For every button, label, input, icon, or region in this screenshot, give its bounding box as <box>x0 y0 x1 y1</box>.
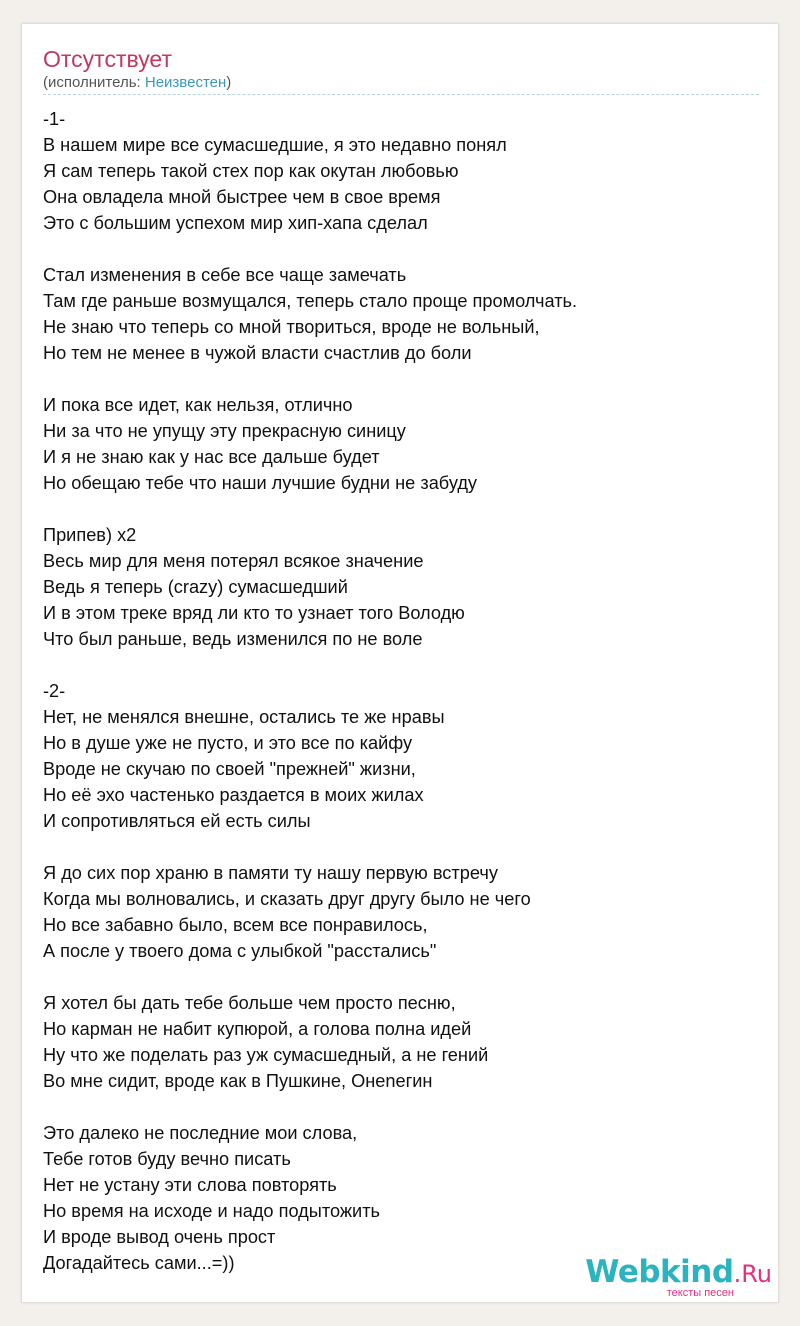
lyric-blank-line <box>43 366 759 392</box>
lyric-line: Но тем не менее в чужой власти счастлив до боли <box>43 343 472 363</box>
lyrics-text <box>43 106 759 1276</box>
lyric-line: Там где раньше возмущался, теперь стало проще промолчать. <box>43 291 578 311</box>
lyric-line: Это с большим успехом мир хип-хапа сделал <box>43 213 428 233</box>
lyric-line: И пока все идет, как нельзя, отлично <box>43 395 353 415</box>
lyric-line: Во мне сидит, вроде как в Пушкине, Онenегин <box>43 1071 433 1091</box>
lyric-line: Когда мы волновались, и сказать друг другу было не чего <box>43 889 531 909</box>
song-title: Отсутствует <box>43 46 172 72</box>
lyric-line: Не знаю что теперь со мной твориться, вроде не вольный, <box>43 317 540 337</box>
lyric-blank-line <box>43 964 759 990</box>
lyric-line: Она овладела мной быстрее чем в свое время <box>43 187 441 207</box>
lyric-blank-line <box>43 652 759 678</box>
lyric-line: Но время на исходе и надо подытожить <box>43 1201 381 1221</box>
site-logo[interactable] <box>572 1254 772 1300</box>
lyric-line: Ну что же поделать раз уж сумасшедный, а не гений <box>43 1045 489 1065</box>
artist-link[interactable]: Неизвестен <box>144 74 227 91</box>
artist-suffix: ) <box>226 74 232 91</box>
lyric-blank-line <box>43 236 759 262</box>
lyric-line: Вроде не скучаю по своей "прежней" жизни, <box>43 759 416 779</box>
logo-tagline: тексты песен <box>666 1287 734 1299</box>
lyric-line: Тебе готов буду вечно писать <box>43 1149 291 1169</box>
lyric-line: Но её эхо частенько раздается в моих жилах <box>43 785 424 805</box>
lyric-line: Но карман не набит купюрой, а голова полна идей <box>43 1019 472 1039</box>
lyric-line: Догадайтесь сами...=)) <box>43 1253 235 1273</box>
header-divider <box>43 94 759 95</box>
lyric-line: Я хотел бы дать тебе больше чем просто песню, <box>43 993 456 1013</box>
lyric-line: Нет, не менялся внешне, остались те же нравы <box>43 707 445 727</box>
lyric-line: Весь мир для меня потерял всякое значение <box>43 551 424 571</box>
logo-name: Webkind <box>585 1254 734 1290</box>
lyrics-card <box>21 23 779 1303</box>
artist-prefix: (исполнитель: <box>43 74 145 91</box>
lyric-line: Нет не устану эти слова повторять <box>43 1175 337 1195</box>
lyric-line: Ведь я теперь (crazy) сумасшедший <box>43 577 348 597</box>
lyric-line: -2- <box>43 681 66 701</box>
lyric-line: Но в душе уже не пусто, и это все по кайфу <box>43 733 413 753</box>
lyric-blank-line <box>43 496 759 522</box>
lyric-line: Но обещаю тебе что наши лучшие будни не забуду <box>43 473 478 493</box>
lyric-line: И сопротивляться ей есть силы <box>43 811 311 831</box>
lyric-blank-line <box>43 834 759 860</box>
logo-suffix: .Ru <box>733 1260 772 1288</box>
lyric-line: И вроде вывод очень прост <box>43 1227 276 1247</box>
lyric-line: Это далеко не последние мои слова, <box>43 1123 358 1143</box>
lyric-line: В нашем мире все сумасшедшие, я это недавно понял <box>43 135 507 155</box>
lyric-line: Ни за что не упущу эту прекрасную синицу <box>43 421 406 441</box>
lyric-line: И я не знаю как у нас все дальше будет <box>43 447 380 467</box>
lyric-line: А после у твоего дома с улыбкой "расстались" <box>43 941 437 961</box>
lyric-line: И в этом треке вряд ли кто то узнает того Володю <box>43 603 465 623</box>
lyric-blank-line <box>43 1094 759 1120</box>
artist-line <box>43 74 231 92</box>
lyric-line: Но все забавно было, всем все понравилось, <box>43 915 428 935</box>
lyric-line: Я до сих пор храню в памяти ту нашу первую встречу <box>43 863 498 883</box>
lyric-line: Я сам теперь такой стех пор как окутан любовью <box>43 161 459 181</box>
lyric-line: -1- <box>43 109 66 129</box>
lyric-line: Стал изменения в себе все чаще замечать <box>43 265 407 285</box>
lyric-line: Что был раньше, ведь изменился по не воле <box>43 629 423 649</box>
lyric-line: Припев) х2 <box>43 525 137 545</box>
